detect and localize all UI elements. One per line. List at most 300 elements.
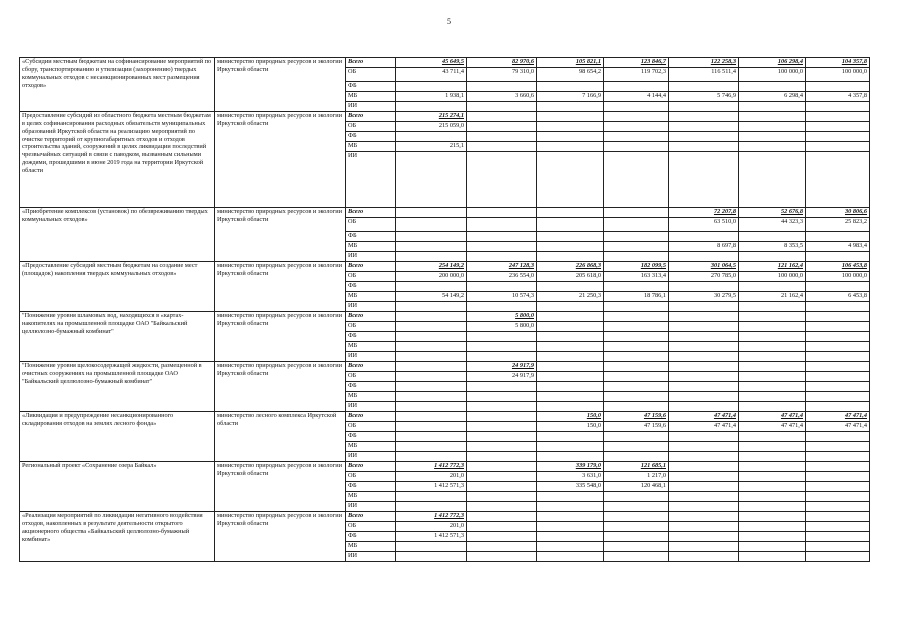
activity-name: «Предоставление субсидий местным бюджетам на создание мест (площадок) накопления твердых коммунальных отходов» (20, 262, 215, 312)
amount-cell: 24 917,9 (467, 372, 537, 382)
amount-cell (467, 342, 537, 352)
amount-cell: 30 279,5 (669, 292, 739, 302)
amount-cell: 254 149,2 (396, 262, 467, 272)
amount-cell: 100 000,0 (739, 272, 806, 282)
funding-source: Всего (346, 412, 396, 422)
amount-cell (467, 502, 537, 512)
amount-cell (739, 552, 806, 562)
amount-cell: 150,0 (537, 412, 604, 422)
funding-source: ОБ (346, 218, 396, 232)
amount-cell (669, 332, 739, 342)
amount-cell (806, 142, 870, 152)
amount-cell: 21 250,3 (537, 292, 604, 302)
amount-cell (396, 132, 467, 142)
amount-cell (604, 252, 669, 262)
amount-cell: 150,0 (537, 422, 604, 432)
amount-cell (739, 532, 806, 542)
amount-cell (739, 302, 806, 312)
amount-cell: 121 162,4 (739, 262, 806, 272)
amount-cell (604, 232, 669, 242)
amount-cell (669, 252, 739, 262)
amount-cell (669, 102, 739, 112)
amount-cell: 98 654,2 (537, 68, 604, 82)
amount-cell (396, 442, 467, 452)
executor-name: министерство природных ресурсов и экологии Иркутской области (215, 512, 346, 562)
amount-cell (537, 282, 604, 292)
amount-cell (537, 122, 604, 132)
amount-cell (537, 372, 604, 382)
funding-source: МБ (346, 292, 396, 302)
amount-cell: 3 660,6 (467, 92, 537, 102)
activity-name: «Приобретение комплексов (установок) по обезвреживанию твердых коммунальных отходов» (20, 208, 215, 262)
amount-cell (467, 532, 537, 542)
amount-cell (806, 152, 870, 208)
table-row (20, 58, 870, 68)
amount-cell (396, 492, 467, 502)
amount-cell (467, 452, 537, 462)
funding-source: ОБ (346, 122, 396, 132)
amount-cell (806, 392, 870, 402)
amount-cell (396, 372, 467, 382)
amount-cell (739, 502, 806, 512)
amount-cell (396, 232, 467, 242)
amount-cell (467, 542, 537, 552)
amount-cell (806, 472, 870, 482)
amount-cell: 1 412 571,3 (396, 482, 467, 492)
amount-cell: 47 471,4 (739, 412, 806, 422)
amount-cell (669, 352, 739, 362)
funding-source: МБ (346, 242, 396, 252)
amount-cell: 8 697,8 (669, 242, 739, 252)
amount-cell (669, 362, 739, 372)
amount-cell (669, 442, 739, 452)
amount-cell (739, 232, 806, 242)
amount-cell (396, 342, 467, 352)
table-row (20, 512, 870, 522)
amount-cell (806, 502, 870, 512)
funding-source: ФБ (346, 332, 396, 342)
amount-cell (467, 132, 537, 142)
funding-source: ИИ (346, 452, 396, 462)
amount-cell (806, 302, 870, 312)
amount-cell (669, 402, 739, 412)
amount-cell: 52 676,8 (739, 208, 806, 218)
amount-cell (669, 452, 739, 462)
amount-cell: 47 471,4 (806, 412, 870, 422)
funding-source: ОБ (346, 68, 396, 82)
funding-source: ФБ (346, 482, 396, 492)
amount-cell (537, 112, 604, 122)
amount-cell (396, 82, 467, 92)
amount-cell: 24 917,9 (467, 362, 537, 372)
amount-cell: 205 618,0 (537, 272, 604, 282)
amount-cell (739, 372, 806, 382)
amount-cell (537, 302, 604, 312)
amount-cell (537, 342, 604, 352)
amount-cell (537, 132, 604, 142)
amount-cell (604, 372, 669, 382)
amount-cell (806, 432, 870, 442)
amount-cell: 100 000,0 (806, 68, 870, 82)
amount-cell (537, 218, 604, 232)
page-number: 5 (447, 17, 451, 26)
amount-cell: 247 128,3 (467, 262, 537, 272)
amount-cell (604, 312, 669, 322)
amount-cell (806, 482, 870, 492)
amount-cell (739, 402, 806, 412)
amount-cell: 1 412 772,3 (396, 512, 467, 522)
funding-source: ФБ (346, 132, 396, 142)
amount-cell: 63 510,0 (669, 218, 739, 232)
amount-cell: 104 357,8 (806, 58, 870, 68)
amount-cell (806, 232, 870, 242)
amount-cell (669, 132, 739, 142)
amount-cell (806, 512, 870, 522)
amount-cell: 182 099,5 (604, 262, 669, 272)
amount-cell (396, 362, 467, 372)
executor-name: министерство природных ресурсов и экологии Иркутской области (215, 58, 346, 112)
amount-cell (537, 242, 604, 252)
amount-cell: 120 468,1 (604, 482, 669, 492)
amount-cell (467, 242, 537, 252)
amount-cell (467, 302, 537, 312)
amount-cell: 4 144,4 (604, 92, 669, 102)
amount-cell (604, 522, 669, 532)
amount-cell (467, 472, 537, 482)
amount-cell (604, 442, 669, 452)
amount-cell (669, 492, 739, 502)
amount-cell (669, 232, 739, 242)
amount-cell (467, 208, 537, 218)
amount-cell: 25 823,2 (806, 218, 870, 232)
amount-cell (396, 152, 467, 208)
amount-cell (604, 542, 669, 552)
amount-cell (669, 542, 739, 552)
funding-source: Всего (346, 512, 396, 522)
amount-cell (604, 142, 669, 152)
amount-cell (467, 552, 537, 562)
amount-cell: 4 983,4 (806, 242, 870, 252)
executor-name: министерство природных ресурсов и экологии Иркутской области (215, 462, 346, 512)
amount-cell (604, 512, 669, 522)
executor-name: министерство природных ресурсов и экологии Иркутской области (215, 262, 346, 312)
amount-cell: 119 702,3 (604, 68, 669, 82)
amount-cell (604, 122, 669, 132)
amount-cell (467, 442, 537, 452)
amount-cell: 1 217,0 (604, 472, 669, 482)
amount-cell (396, 312, 467, 322)
amount-cell (537, 208, 604, 218)
amount-cell (739, 462, 806, 472)
amount-cell (467, 392, 537, 402)
amount-cell (604, 152, 669, 208)
amount-cell (537, 432, 604, 442)
funding-source: ОБ (346, 422, 396, 432)
amount-cell (739, 112, 806, 122)
amount-cell (537, 332, 604, 342)
funding-source: ИИ (346, 502, 396, 512)
funding-source: ФБ (346, 82, 396, 92)
executor-name: министерство лесного комплекса Иркутской области (215, 412, 346, 462)
amount-cell: 79 310,0 (467, 68, 537, 82)
amount-cell (669, 472, 739, 482)
activity-name: «Субсидии местным бюджетам на софинансирование мероприятий по сбору, транспортированию и утилизации (захоронению) твердых коммунальных отходов с несанкционированных мест размещения отходов» (20, 58, 215, 112)
amount-cell (669, 312, 739, 322)
amount-cell (396, 422, 467, 432)
amount-cell (604, 342, 669, 352)
amount-cell (537, 522, 604, 532)
amount-cell (604, 208, 669, 218)
amount-cell (806, 322, 870, 332)
funding-source: МБ (346, 142, 396, 152)
amount-cell (739, 142, 806, 152)
amount-cell (396, 412, 467, 422)
amount-cell (806, 282, 870, 292)
amount-cell (739, 452, 806, 462)
amount-cell (537, 452, 604, 462)
amount-cell: 236 554,0 (467, 272, 537, 282)
amount-cell (806, 312, 870, 322)
amount-cell (396, 242, 467, 252)
activity-name: «Реализация мероприятий по ликвидации негативного воздействия отходов, накопленных в результате деятельности открытого акционерного общества «Байкальский целлюлозно-бумажный комбинат» (20, 512, 215, 562)
funding-source: МБ (346, 392, 396, 402)
amount-cell: 47 471,4 (806, 422, 870, 432)
amount-cell (396, 322, 467, 332)
funding-source: ФБ (346, 282, 396, 292)
amount-cell: 8 353,5 (739, 242, 806, 252)
budget-table (19, 57, 870, 562)
funding-source: Всего (346, 462, 396, 472)
amount-cell (669, 152, 739, 208)
amount-cell (537, 502, 604, 512)
amount-cell (467, 482, 537, 492)
amount-cell (396, 382, 467, 392)
amount-cell (396, 352, 467, 362)
funding-source: ИИ (346, 352, 396, 362)
amount-cell: 106 298,4 (739, 58, 806, 68)
amount-cell (537, 312, 604, 322)
amount-cell (467, 332, 537, 342)
amount-cell (806, 132, 870, 142)
amount-cell: 30 806,6 (806, 208, 870, 218)
amount-cell: 7 166,9 (537, 92, 604, 102)
amount-cell: 163 313,4 (604, 272, 669, 282)
amount-cell (604, 332, 669, 342)
table-row (20, 312, 870, 322)
funding-source: МБ (346, 542, 396, 552)
amount-cell (806, 362, 870, 372)
amount-cell (537, 352, 604, 362)
amount-cell (396, 542, 467, 552)
amount-cell: 5 800,0 (467, 312, 537, 322)
table-row (20, 208, 870, 218)
amount-cell (739, 492, 806, 502)
amount-cell: 47 471,4 (669, 412, 739, 422)
amount-cell (467, 252, 537, 262)
amount-cell (739, 352, 806, 362)
amount-cell (537, 362, 604, 372)
amount-cell (604, 242, 669, 252)
amount-cell (739, 132, 806, 142)
amount-cell (467, 218, 537, 232)
amount-cell (604, 532, 669, 542)
amount-cell (467, 402, 537, 412)
amount-cell: 106 453,8 (806, 262, 870, 272)
amount-cell (467, 82, 537, 92)
funding-source: ФБ (346, 382, 396, 392)
funding-source: ИИ (346, 102, 396, 112)
amount-cell (669, 322, 739, 332)
funding-source: ИИ (346, 402, 396, 412)
amount-cell: 47 159,6 (604, 412, 669, 422)
table-row (20, 412, 870, 422)
amount-cell (806, 252, 870, 262)
amount-cell (669, 392, 739, 402)
amount-cell (806, 372, 870, 382)
funding-source: ОБ (346, 372, 396, 382)
amount-cell (396, 252, 467, 262)
activity-name: "Понижение уровня шламовых вод, находящихся в «картах-накопителях на промышленной площадке ОАО "Байкальский целлюлозно-бумажный комбинат" (20, 312, 215, 362)
amount-cell: 54 149,2 (396, 292, 467, 302)
amount-cell (806, 112, 870, 122)
amount-cell (604, 452, 669, 462)
amount-cell (537, 102, 604, 112)
amount-cell (669, 502, 739, 512)
amount-cell: 301 064,5 (669, 262, 739, 272)
amount-cell (396, 432, 467, 442)
amount-cell (396, 102, 467, 112)
amount-cell (669, 552, 739, 562)
amount-cell (806, 462, 870, 472)
amount-cell: 47 471,4 (669, 422, 739, 432)
amount-cell (604, 492, 669, 502)
executor-name: министерство природных ресурсов и экологии Иркутской области (215, 362, 346, 412)
amount-cell (604, 552, 669, 562)
amount-cell (669, 372, 739, 382)
executor-name: министерство природных ресурсов и экологии Иркутской области (215, 312, 346, 362)
amount-cell (467, 492, 537, 502)
amount-cell (537, 542, 604, 552)
amount-cell: 215 059,0 (396, 122, 467, 132)
amount-cell (739, 332, 806, 342)
amount-cell (537, 152, 604, 208)
amount-cell: 45 649,5 (396, 58, 467, 68)
amount-cell (669, 282, 739, 292)
amount-cell (739, 442, 806, 452)
executor-name: министерство природных ресурсов и экологии Иркутской области (215, 112, 346, 208)
funding-source: Всего (346, 362, 396, 372)
amount-cell (396, 282, 467, 292)
amount-cell (739, 312, 806, 322)
amount-cell (739, 282, 806, 292)
amount-cell (806, 522, 870, 532)
amount-cell (467, 422, 537, 432)
amount-cell (537, 382, 604, 392)
amount-cell (467, 142, 537, 152)
funding-source: МБ (346, 342, 396, 352)
amount-cell: 100 000,0 (739, 68, 806, 82)
amount-cell (739, 472, 806, 482)
amount-cell (806, 382, 870, 392)
amount-cell: 335 548,0 (537, 482, 604, 492)
amount-cell (806, 82, 870, 92)
amount-cell (467, 412, 537, 422)
funding-source: Всего (346, 112, 396, 122)
table-row (20, 362, 870, 372)
activity-name: "Понижение уровня щелокосодержащей жидкости, размещенной в очистных сооружениях на промышленной площадке ОАО "Байкальский целлюлозно-бумажный комбинат" (20, 362, 215, 412)
amount-cell (739, 342, 806, 352)
amount-cell (537, 392, 604, 402)
amount-cell: 226 868,3 (537, 262, 604, 272)
amount-cell (396, 218, 467, 232)
amount-cell (467, 512, 537, 522)
funding-source: Всего (346, 312, 396, 322)
amount-cell (396, 208, 467, 218)
amount-cell (669, 82, 739, 92)
amount-cell: 47 471,4 (739, 422, 806, 432)
amount-cell (739, 432, 806, 442)
amount-cell (669, 122, 739, 132)
amount-cell (669, 482, 739, 492)
funding-source: ИИ (346, 552, 396, 562)
amount-cell (806, 122, 870, 132)
amount-cell (467, 432, 537, 442)
funding-source: ИИ (346, 152, 396, 208)
executor-name: министерство природных ресурсов и экологии Иркутской области (215, 208, 346, 262)
amount-cell: 123 846,7 (604, 58, 669, 68)
amount-cell (537, 252, 604, 262)
funding-source: ИИ (346, 252, 396, 262)
amount-cell: 47 159,6 (604, 422, 669, 432)
funding-source: МБ (346, 442, 396, 452)
amount-cell (604, 102, 669, 112)
amount-cell (604, 432, 669, 442)
amount-cell: 18 786,1 (604, 292, 669, 302)
amount-cell (669, 512, 739, 522)
amount-cell (467, 152, 537, 208)
amount-cell: 116 511,4 (669, 68, 739, 82)
amount-cell (739, 522, 806, 532)
amount-cell (669, 532, 739, 542)
amount-cell (467, 112, 537, 122)
amount-cell (604, 392, 669, 402)
amount-cell (806, 442, 870, 452)
amount-cell (739, 122, 806, 132)
amount-cell (467, 122, 537, 132)
amount-cell (806, 492, 870, 502)
amount-cell (396, 402, 467, 412)
funding-source: ОБ (346, 472, 396, 482)
amount-cell (467, 232, 537, 242)
amount-cell (604, 282, 669, 292)
amount-cell (537, 142, 604, 152)
amount-cell (396, 302, 467, 312)
amount-cell: 6 453,8 (806, 292, 870, 302)
amount-cell: 201,0 (396, 472, 467, 482)
amount-cell (739, 392, 806, 402)
funding-source: ОБ (346, 322, 396, 332)
amount-cell (669, 522, 739, 532)
funding-source: ОБ (346, 272, 396, 282)
amount-cell: 339 179,0 (537, 462, 604, 472)
amount-cell (806, 532, 870, 542)
amount-cell (739, 82, 806, 92)
amount-cell (537, 232, 604, 242)
amount-cell: 4 357,8 (806, 92, 870, 102)
funding-source: ИИ (346, 302, 396, 312)
amount-cell (396, 502, 467, 512)
amount-cell (806, 352, 870, 362)
